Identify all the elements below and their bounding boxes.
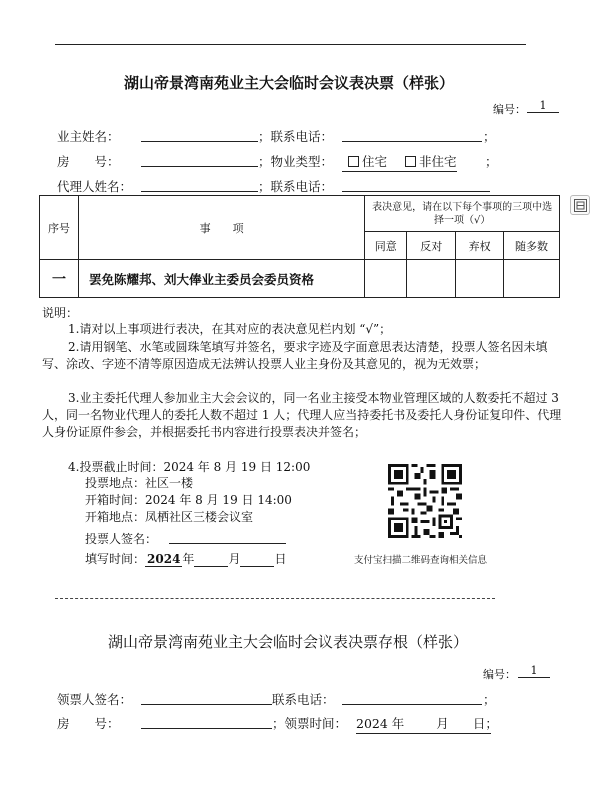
proxy-name-field[interactable] [141, 178, 258, 192]
stub-day: 日； [472, 716, 498, 731]
notes-heading: 说明： [42, 306, 79, 320]
phone1-field[interactable] [342, 128, 482, 142]
residential-checkbox[interactable] [348, 156, 359, 167]
stub-month: 月 [436, 716, 449, 731]
stub-year: 2024 年 [356, 716, 405, 731]
vote-cell-majority[interactable] [504, 260, 560, 298]
form-number: 1 [527, 99, 559, 113]
stub-title: 湖山帝景湾南苑业主大会临时会议表决票存根（样张） [108, 633, 469, 651]
property-type-options [342, 152, 457, 172]
row-seq: 一 [40, 260, 79, 298]
scan-icon[interactable] [570, 195, 590, 215]
option-abstain: 弃权 [456, 232, 504, 260]
stub-receive-time-label: ；领票时间： [272, 716, 348, 731]
year-char: 年 [182, 552, 195, 566]
non-residential-checkbox[interactable] [405, 156, 416, 167]
option-agree: 同意 [365, 232, 407, 260]
stub-number: 1 [518, 664, 550, 678]
fill-day-field[interactable] [240, 553, 274, 567]
fill-time-label: 填写时间： [85, 552, 146, 566]
phone1-label: ；联系电话： [258, 129, 334, 144]
stub-receive-time-field[interactable] [356, 714, 498, 734]
signature-label: 投票人签名： [85, 532, 158, 546]
qr-code [388, 464, 462, 538]
stub-receiver-label: 领票人签名： [57, 692, 133, 707]
fill-time-row [85, 550, 286, 567]
semicolon-2: ； [485, 154, 498, 169]
stub-receiver-field[interactable] [141, 691, 272, 705]
top-rule [55, 44, 526, 45]
note-4: 4.投票截止时间：2024 年 8 月 19 日 12:00 [68, 460, 311, 474]
option-follow-majority: 随多数 [504, 232, 560, 260]
fill-month-field[interactable] [194, 553, 228, 567]
qr-caption: 支付宝扫描二维码查询相关信息 [354, 555, 488, 566]
stub-phone-label: 联系电话： [272, 692, 335, 707]
stub-semicolon: ； [483, 692, 496, 707]
open-place: 开箱地点：凤栖社区三楼会议室 [85, 510, 254, 524]
phone2-field[interactable] [342, 178, 490, 192]
col-seq-header: 序号 [40, 196, 79, 260]
form-number-label: 编号： [493, 103, 526, 116]
note-2: 2.请用钢笔、水笔或圆珠笔填写并签名，要求字迹及字面意思表达清楚，投票人签名因未填写、涂改、字迹不清等原因造成无法辨认投票人业主身份及其意见的，视为无效票； [42, 340, 548, 371]
owner-name-field[interactable] [141, 128, 258, 142]
month-char: 月 [228, 552, 241, 566]
open-time: 开箱时间：2024 年 8 月 19 日 14:00 [85, 493, 292, 507]
fill-year[interactable]: 2024 [147, 552, 181, 566]
opinion-header: 表决意见，请在以下每个事项的三项中选择一项（√） [365, 196, 560, 232]
cut-line [55, 598, 495, 599]
stub-phone-field[interactable] [342, 691, 482, 705]
semicolon-1: ； [483, 129, 496, 144]
phone2-label: ；联系电话： [258, 179, 334, 194]
vote-cell-oppose[interactable] [407, 260, 456, 298]
col-item-header: 事 项 [78, 196, 364, 260]
vote-cell-agree[interactable] [365, 260, 407, 298]
owner-name-label: 业主姓名： [57, 129, 120, 144]
note-1: 1.请对以上事项进行表决，在其对应的表决意见栏内划 “√”； [68, 322, 392, 336]
option-oppose: 反对 [407, 232, 456, 260]
proxy-name-label: 代理人姓名： [57, 179, 133, 194]
stub-room-field[interactable] [141, 715, 272, 729]
property-type-label: ；物业类型： [258, 154, 334, 169]
residential-label: 住宅 [362, 154, 388, 169]
non-residential-label: 非住宅 [419, 154, 457, 169]
stub-room-label: 房 号： [57, 716, 120, 731]
room-field[interactable] [141, 153, 258, 167]
note-3: 3.业主委托代理人参加业主大会会议的，同一名业主接受本物业管理区域的人数委托不超过 3 人，同一名物业代理人的委托人数不超过 1 人；代理人应当持委托书及委托人身份证复印件、代理人身份证原件参会，并根据委托书内容进行投票表决并签名； [42, 391, 562, 439]
vote-place: 投票地点：社区一楼 [85, 476, 194, 490]
row-item: 罢免陈耀邦、刘大俸业主委员会委员资格 [78, 260, 364, 298]
vote-table [39, 195, 560, 298]
stub-number-label: 编号： [483, 668, 516, 681]
signature-field[interactable] [169, 530, 286, 544]
day-char: 日 [274, 552, 287, 566]
form-title: 湖山帝景湾南苑业主大会临时会议表决票（样张） [124, 74, 455, 92]
vote-cell-abstain[interactable] [456, 260, 504, 298]
room-label: 房 号： [57, 154, 120, 169]
